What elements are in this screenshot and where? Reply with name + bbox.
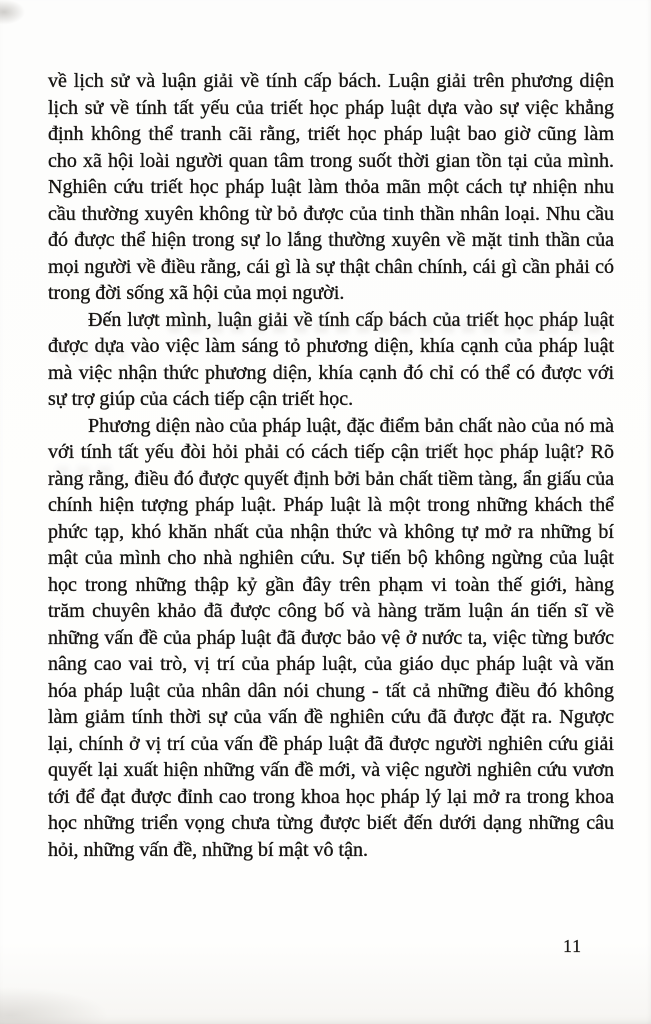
paragraph: Phương diện nào của pháp luật, đặc điểm bản chất nào của nó mà với tính tất yếu đòi hỏi phải có cách tiếp cận triết học pháp luật? Rõ ràng rằng, điều đó được quyết định bởi bản chất tiềm tàng, ẩn giấu của chính hiện tượng pháp luật. Pháp luật là một trong những khách thể phức tạp, khó khăn nhất của nhận thức và không tự mở ra những bí mật của mình cho nhà nghiên cứu. Sự tiến bộ không ngừng của luật học trong những thập kỷ gần đây trên phạm vi toàn thế giới, hàng trăm chuyên khảo đã được công bố và hàng trăm luận án tiến sĩ về những vấn đề của pháp luật đã được bảo vệ ở nước ta, việc từng bước nâng cao vai trò, vị trí của pháp luật, của giáo dục pháp luật và văn hóa pháp luật của nhân dân nói chung - tất cả những điều đó không làm giảm tính thời sự của vấn đề nghiên cứu đã được đặt ra. Ngược lại, chính ở vị trí của vấn đề pháp luật đã được người nghiên cứu giải quyết lại xuất hiện những vấn đề mới, và việc người nghiên cứu vươn tới để đạt được đỉnh cao trong khoa học pháp lý lại mở ra trong khoa học những triển vọng chưa từng được biết đến dưới dạng những câu hỏi, những vấn đề, những bí mật vô tận. bbox=[48, 414, 614, 861]
paragraph: Đến lượt mình, luận giải về tính cấp bách của triết học pháp luật được dựa vào việc làm sáng tỏ phương diện, khía cạnh của pháp luật mà việc nhận thức phương diện, khía cạnh đó chỉ có thể có được với sự trợ giúp của cách tiếp cận triết học. bbox=[48, 308, 614, 410]
scan-bleed-through-artifact bbox=[168, 322, 608, 333]
scan-bleed-through-artifact bbox=[56, 348, 126, 359]
body-text bbox=[48, 68, 614, 863]
scan-bleed-through-artifact bbox=[56, 466, 116, 477]
page-number: 11 bbox=[563, 936, 582, 956]
paragraph-continuation: về lịch sử và luận giải về tính cấp bách. Luận giải trên phương diện lịch sử về tính tất yếu của triết học pháp luật dựa vào sự việc khẳng định không thể tranh cãi rằng, triết học pháp luật bao giờ cũng làm cho xã hội loài người quan tâm trong suốt thời gian tồn tại của mình. Nghiên cứu triết học pháp luật làm thỏa mãn một cách tự nhiện nhu cầu thường xuyên không từ bỏ được của tinh thần nhân loại. Nhu cầu đó được thể hiện trong sự lo lắng thường xuyên về mặt tinh thần của mọi người về điều rằng, cái gì là sự thật chân chính, cái gì cần phải có trong đời sống xã hội của mọi người. bbox=[48, 70, 614, 304]
scan-bleed-through-artifact bbox=[420, 442, 610, 453]
